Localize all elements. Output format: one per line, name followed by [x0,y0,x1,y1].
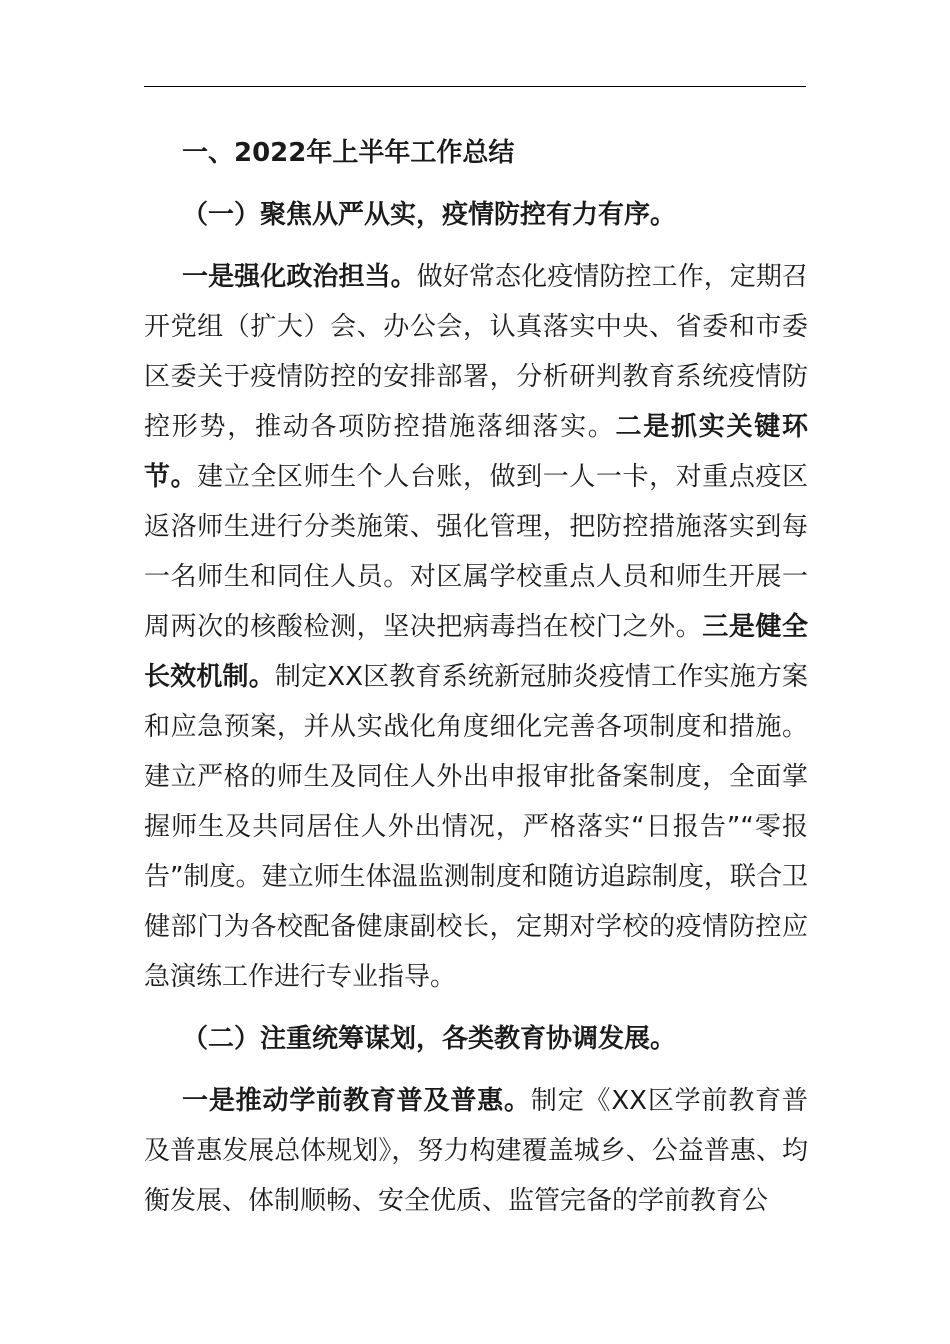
run-bold-2: 二是抓实关键环节。 [144,412,808,492]
section-2-paragraph [144,1076,808,1226]
section-1-heading: （一）聚焦从严从实，疫情防控有力有序。 [182,200,677,230]
run-text-4: 制定《XX区学前教育普及普惠发展总体规划》，努力构建覆盖城乡、公益普惠、均衡发展、体制顺畅、安全优质、监管完备的学前教育公 [144,1086,808,1216]
section-2-heading: （二）注重统筹谋划，各类教育协调发展。 [182,1024,677,1054]
document-body [144,128,808,1226]
header-rule [144,86,806,87]
run-text-3: 制定XX区教育系统新冠肺炎疫情工作实施方案和应急预案，并从实战化角度细化完善各项制度和措施。建立严格的师生及同住人外出申报审批备案制度，全面掌握师生及共同居住人外出情况，严格落实“日报告”“零报告”制度。建立师生体温监测制度和随访追踪制度，联合卫健部门为各校配备健康副校长，定期对学校的疫情防控应急演练工作进行专业指导。 [144,662,808,992]
run-bold-1: 一是强化政治担当。 [182,262,417,292]
heading-1: 一、2022年上半年工作总结 [182,138,515,168]
run-bold-4: 一是推动学前教育普及普惠。 [182,1086,531,1116]
run-bold-3: 三是健全长效机制。 [144,612,808,692]
run-text-2: 建立全区师生个人台账，做到一人一卡，对重点疫区返洛师生进行分类施策、强化管理，把防控措施落实到每一名师生和同住人员。对区属学校重点人员和师生开展一周两次的核酸检测，坚决把病毒挡在校门之外。 [144,462,808,642]
run-text-1: 做好常态化疫情防控工作，定期召开党组（扩大）会、办公会，认真落实中央、省委和市委区委关于疫情防控的安排部署，分析研判教育系统疫情防控形势，推动各项防控措施落细落实。 [144,262,808,442]
section-1-paragraph [144,252,808,1002]
